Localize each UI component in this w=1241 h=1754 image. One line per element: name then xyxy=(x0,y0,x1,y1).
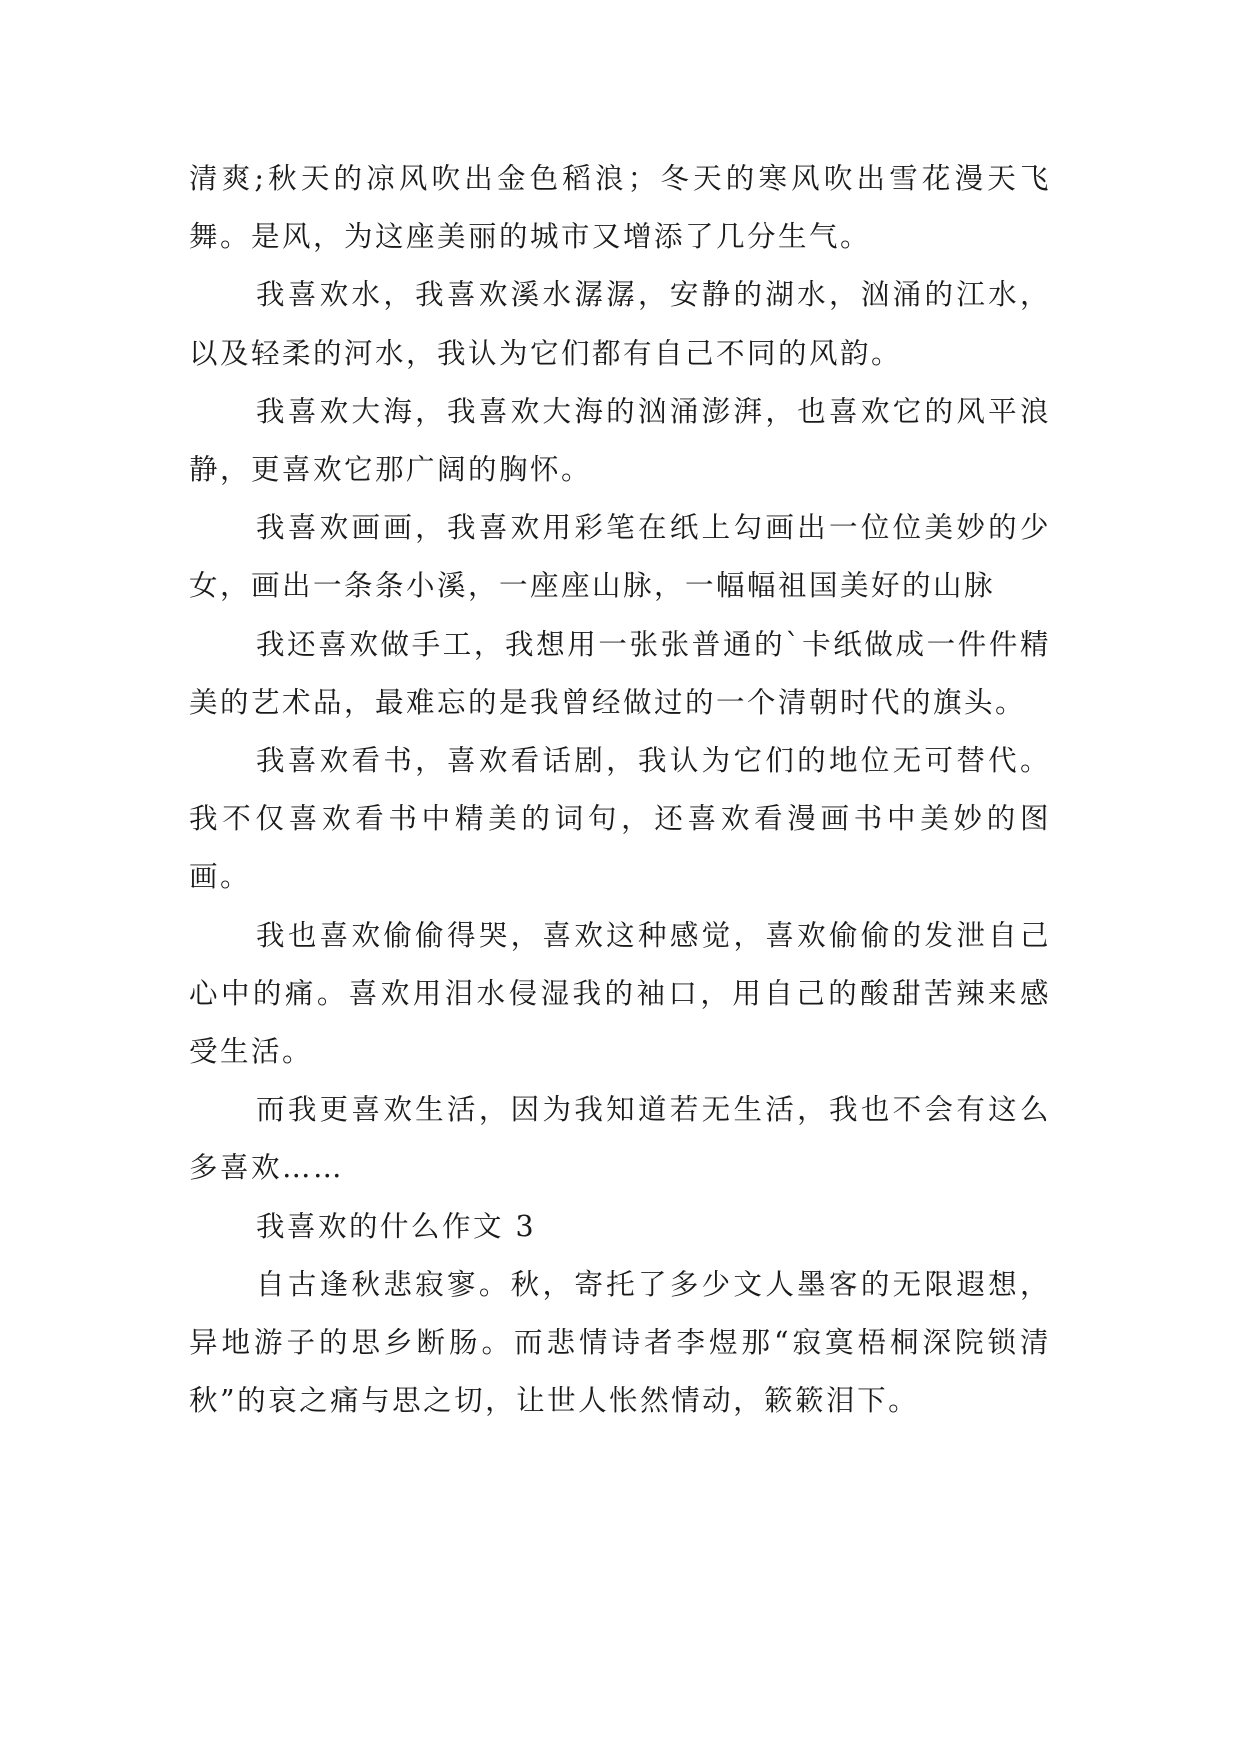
paragraph-painting: 我喜欢画画，我喜欢用彩笔在纸上勾画出一位位美妙的少女，画出一条条小溪，一座座山脉，一幅幅祖国美好的山脉 xyxy=(189,511,1051,603)
document-body xyxy=(189,150,1051,1430)
paragraph-reading: 我喜欢看书，喜欢看话剧，我认为它们的地位无可替代。我不仅喜欢看书中精美的词句，还喜欢看漫画书中美妙的图画。 xyxy=(189,744,1051,894)
paragraph-life: 而我更喜欢生活，因为我知道若无生活，我也不会有这么多喜欢…… xyxy=(189,1093,1051,1185)
paragraph-crying: 我也喜欢偷偷得哭，喜欢这种感觉，喜欢偷偷的发泄自己心中的痛。喜欢用泪水侵湿我的袖口，用自己的酸甜苦辣来感受生活。 xyxy=(189,918,1051,1069)
paragraph-autumn: 自古逢秋悲寂寥。秋，寄托了多少文人墨客的无限遐想，异地游子的思乡断肠。而悲情诗者李煜那“寂寞梧桐深院锁清秋”的哀之痛与思之切，让世人怅然情动，簌簌泪下。 xyxy=(189,1267,1051,1418)
essay-heading-3: 我喜欢的什么作文 3 xyxy=(256,1209,537,1243)
paragraph-handicraft: 我还喜欢做手工，我想用一张张普通的`卡纸做成一件件精美的艺术品，最难忘的是我曾经做过的一个清朝时代的旗头。 xyxy=(189,627,1051,719)
paragraph-water: 我喜欢水，我喜欢溪水潺潺，安静的湖水，汹涌的江水，以及轻柔的河水，我认为它们都有自己不同的风韵。 xyxy=(189,278,1051,370)
paragraph-wind-continued: 清爽;秋天的凉风吹出金色稻浪；冬天的寒风吹出雪花漫天飞舞。是风，为这座美丽的城市又增添了几分生气。 xyxy=(189,162,1051,254)
paragraph-sea: 我喜欢大海，我喜欢大海的汹涌澎湃，也喜欢它的风平浪静，更喜欢它那广阔的胸怀。 xyxy=(189,394,1051,487)
